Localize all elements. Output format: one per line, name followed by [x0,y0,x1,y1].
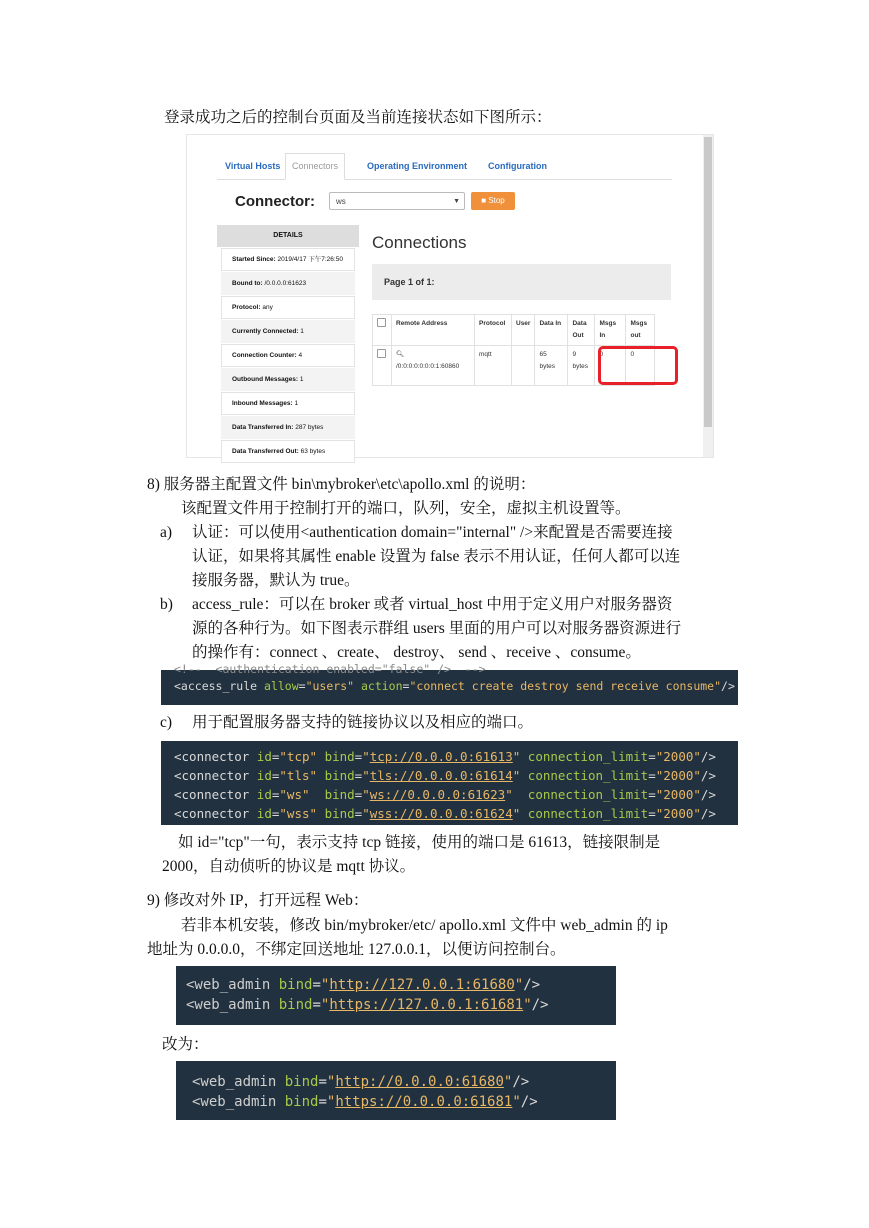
details-panel [217,225,359,464]
tab-connectors[interactable]: Connectors [285,153,345,180]
detail-label: Data Transferred In: [232,424,294,431]
cell-data-in: 65 bytes [535,346,568,386]
detail-row [221,344,355,367]
detail-value: 1 [299,376,304,383]
tab-virtual-hosts[interactable]: Virtual Hosts [225,161,281,171]
note-line: 如 id="tcp"一句，表示支持 tcp 链接，使用的端口是 61613，链接限制是 [178,834,661,851]
col-msgs-in: Msgs In [595,315,626,346]
connector-select[interactable] [329,192,465,210]
detail-label: Connection Counter: [232,352,297,359]
detail-row [221,392,355,415]
detail-label: Currently Connected: [232,328,299,335]
access-rule-code [161,662,738,705]
item-a-line: 接服务器，默认为 true。 [192,572,360,589]
code-line-connector: <connector id="ws" bind="ws://0.0.0.0:61623" connection_limit="2000"/> [174,787,716,802]
connectors-code [161,741,738,825]
cell-msgs-out: 0 [626,346,655,386]
item-b-line: 的操作有：connect 、create、 destroy、 send 、receive 、consume。 [192,644,641,661]
col-user: User [512,315,535,346]
magnifier-icon[interactable]: 🔍︎ [396,351,405,358]
cell-data-out: 9 bytes [568,346,595,386]
detail-value: 1 [300,328,304,335]
item-a-line: 认证：可以使用<authentication domain="internal" />来配置是否需要连接 [192,524,673,541]
scrollbar-thumb[interactable] [704,137,712,427]
section-9-line: 若非本机安装，修改 bin/mybroker/etc/ apollo.xml 文件中 web_admin 的 ip [181,917,668,934]
stop-icon: ■ [481,196,487,205]
col-data-in: Data In [535,315,568,346]
detail-row [221,440,355,463]
change-to-label: 改为： [162,1036,209,1053]
section-8-desc: 该配置文件用于控制打开的端口，队列，安全，虚拟主机设置等。 [181,500,631,517]
col-data-out: Data Out [568,315,595,346]
detail-value: /0.0.0.0:61623 [264,280,307,287]
web-admin-after-code [176,1061,616,1120]
item-b-line: access_rule：可以在 broker 或者 virtual_host 中用于定义用户对服务器资 [192,596,673,613]
page-indicator: Page 1 of 1: [372,264,671,300]
section-9-line: 地址为 0.0.0.0，不绑定回送地址 127.0.0.1，以便访问控制台。 [147,941,566,958]
stop-button[interactable] [471,192,515,210]
detail-value: 287 bytes [295,424,324,431]
code-line-web-admin: <web_admin bind="http://0.0.0.0:61680"/> [192,1074,530,1090]
detail-label: Bound to: [232,280,263,287]
code-line-web-admin: <web_admin bind="http://127.0.0.1:61680"/> [186,977,541,993]
item-c-marker: c) [160,714,173,731]
item-a-line: 认证，如果将其属性 enable 设置为 false 表示不用认证，任何人都可以连 [192,548,681,565]
note-line: 2000，自动侦听的协议是 mqtt 协议。 [162,858,416,875]
item-b-marker: b) [160,596,173,613]
code-cut-line: <!-- <authentication enabled="false" /> --> [174,662,486,676]
cell-protocol: mqtt [475,346,512,386]
item-c-line: 用于配置服务器支持的链接协议以及相应的端口。 [192,714,534,731]
detail-row [221,320,355,343]
detail-value: 1 [294,400,299,407]
detail-label: Outbound Messages: [232,376,299,383]
code-line-connector: <connector id="tcp" bind="tcp://0.0.0.0:61613" connection_limit="2000"/> [174,749,716,764]
tab-configuration[interactable]: Configuration [488,161,547,171]
console-screenshot [186,134,714,458]
item-b-line: 源的各种行为。如下图表示群组 users 里面的用户可以对服务器资源进行 [192,620,682,637]
cell-user [512,346,535,386]
detail-value: any [262,304,273,311]
col-protocol: Protocol [475,315,512,346]
section-9-heading: 9) 修改对外 IP，打开远程 Web： [147,892,369,909]
cell-remote-address [392,346,475,386]
detail-row [221,248,355,271]
code-line-connector: <connector id="tls" bind="tls://0.0.0.0:61614" connection_limit="2000"/> [174,768,716,783]
stop-label: Stop [488,196,505,205]
select-all-checkbox[interactable] [377,318,386,327]
detail-value: 4 [298,352,303,359]
connector-select-value: ws [336,197,346,206]
remote-address-value: /0:0:0:0:0:0:0:1:60860 [396,363,460,370]
code-line-web-admin: <web_admin bind="https://0.0.0.0:61681"/> [192,1094,538,1110]
detail-label: Protocol: [232,304,261,311]
intro-text: 登录成功之后的控制台页面及当前连接状态如下图所示： [164,109,552,126]
code-line-connector: <connector id="wss" bind="wss://0.0.0.0:61624" connection_limit="2000"/> [174,806,716,821]
detail-row [221,272,355,295]
details-title: DETAILS [217,225,359,247]
tab-operating-environment[interactable]: Operating Environment [367,161,468,171]
highlight-box [598,346,678,385]
table-header-row [373,315,655,346]
chevron-down-icon: ▼ [453,198,460,205]
code-access-rule: <access_rule allow="users" action="connect create destroy send receive consume"/> [174,679,735,693]
detail-row [221,416,355,439]
cell-msgs-in: 0 [595,346,626,386]
detail-value: 2019/4/17 下午7:26:50 [277,256,343,263]
scrollbar[interactable] [703,135,713,457]
detail-value: 63 bytes [300,448,326,455]
detail-label: Inbound Messages: [232,400,293,407]
code-line-web-admin: <web_admin bind="https://127.0.0.1:61681"/> [186,997,549,1013]
connections-title: Connections [372,233,467,252]
detail-label: Data Transferred Out: [232,448,299,455]
detail-row [221,296,355,319]
select-all-cell [373,315,392,346]
console-tabs [217,153,672,180]
col-remote-address: Remote Address [392,315,475,346]
col-msgs-out: Msgs out [626,315,655,346]
item-a-marker: a) [160,524,173,541]
connector-label: Connector: [235,193,315,210]
detail-row [221,368,355,391]
section-8-heading: 8) 服务器主配置文件 bin\mybroker\etc\apollo.xml 的说明： [147,476,536,493]
web-admin-before-code [176,966,616,1025]
row-select-cell [373,346,392,386]
row-checkbox[interactable] [377,349,386,358]
detail-label: Started Since: [232,256,276,263]
